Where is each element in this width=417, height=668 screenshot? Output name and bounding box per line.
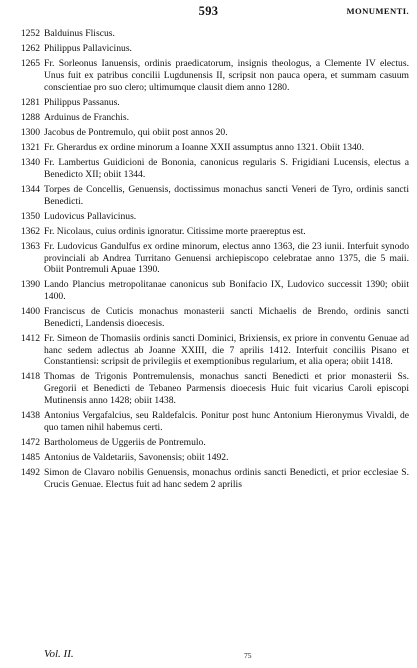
entry-year: 1281 (20, 96, 40, 108)
entry-year: 1262 (20, 43, 40, 55)
entry-text: Balduinus Fliscus. (44, 28, 115, 39)
entry-year: 1492 (20, 466, 40, 478)
entry-year: 1438 (20, 409, 40, 421)
list-item (0, 142, 417, 154)
entry-text: Franciscus de Cuticis monachus monasterii sancti Michaelis de Brendo, ordinis sancti Benedicti, Landensis dioecesis. (44, 306, 409, 329)
list-item (0, 127, 417, 139)
page-number: 593 (198, 4, 219, 18)
entry-year: 1363 (20, 240, 40, 252)
list-item (0, 112, 417, 124)
list-item (0, 467, 417, 490)
list-item (0, 226, 417, 238)
entry-text: Fr. Nicolaus, cuius ordinis ignoratur. Citissime morte praereptus est. (44, 225, 306, 237)
entry-text: Jacobus de Pontremulo, qui obiit post annos 20. (44, 126, 228, 138)
entry-year: 1340 (20, 157, 40, 169)
list-item (0, 58, 417, 93)
entry-text: Philippus Pallavicinus. (44, 43, 132, 55)
list-item (0, 333, 417, 368)
entry-year: 1418 (20, 371, 40, 383)
entry-text: Fr. Sorleonus Ianuensis, ordinis praedicatorum, insignis theologus, a Clemente IV electus. Unus fuit ex patribus concilii Lugdunensis II, scripsit non pauca opera, et summam casuum conscientiae pro suo clero; ultimumque clausit diem anno 1280. (44, 58, 409, 93)
entry-text: Fr. Lambertus Guidicioni de Bononia, canonicus regularis S. Frigidiani Lucensis, electus a Benedicto XII; obiit 1344. (44, 157, 409, 180)
entry-year: 1265 (20, 58, 40, 70)
entry-list (0, 28, 417, 494)
entry-year: 1412 (20, 332, 40, 344)
list-item (0, 97, 417, 109)
entry-year: 1288 (20, 111, 40, 123)
entry-year: 1472 (20, 436, 40, 448)
entry-text: Antonius de Valdetariis, Savonensis; obiit 1492. (44, 451, 229, 463)
list-item (0, 28, 417, 40)
entry-text: Thomas de Trigonis Pontremulensis, monachus sancti Benedicti et prior monasterii Ss. Gregorii et Benedicti de Tebaneo Parmensis dioecesis Huic fuit vicarius Caroli episcopi Mutinensis anno 1428; obiit 1438. (44, 371, 409, 406)
list-item (0, 43, 417, 55)
entry-year: 1321 (20, 141, 40, 153)
entry-year: 1400 (20, 306, 40, 318)
entry-text: Fr. Ludovicus Gandulfus ex ordine minorum, electus anno 1363, die 23 iunii. Interfuit synodo provinciali ab Andrea Turritano Genuensi archiepiscopo celebratae anno 1375, die 5 maii. Obiit Pontremuli Apuae 1390. (44, 240, 409, 276)
list-item (0, 211, 417, 223)
list-item (0, 410, 417, 433)
entry-year: 1390 (20, 279, 40, 291)
entry-text: Bartholomeus de Uggeriis de Pontremulo. (44, 436, 206, 448)
entry-year: 1252 (20, 28, 40, 39)
list-item (0, 241, 417, 276)
entry-text: Ludovicus Pallavicinus. (44, 210, 137, 222)
entry-year: 1350 (20, 210, 40, 222)
list-item (0, 306, 417, 329)
entry-text: Simon de Clavaro nobilis Genuensis, monachus ordinis sancti Benedicti, et prior ecclesiae S. Crucis Genuae. Electus fuit ad hanc sedem 2 aprilis (44, 466, 409, 490)
entry-text: Torpes de Concellis, Genuensis, doctissimus monachus sancti Veneri de Tyro, ordinis sancti Benedicti. (44, 183, 409, 207)
entry-text: Fr. Gherardus ex ordine minorum a Ioanne XXII assumptus anno 1321. Obiit 1340. (44, 141, 365, 153)
list-item (0, 437, 417, 449)
list-item (0, 157, 417, 180)
entry-year: 1344 (20, 183, 40, 195)
volume-label: Vol. II. (44, 648, 74, 660)
signature-mark: 75 (244, 651, 252, 660)
entry-year: 1362 (20, 225, 40, 237)
entry-text: Fr. Simeon de Thomasiis ordinis sancti Dominici, Brixiensis, ex priore in conventu Genuae ad hanc sedem adlectus ab Joanne XXIII, die 7 aprilis 1412. Interfuit conciliis Pisano et Constantiensi: scripsit de privilegiis et exemptionibus regularium, et alia opera; obiit 1418. (44, 332, 409, 368)
entry-year: 1300 (20, 126, 40, 138)
entry-text: Lando Plancius metropolitanae canonicus sub Bonifacio IX, Ludovico successit 1390; obiit 1400. (44, 279, 409, 303)
list-item (0, 279, 417, 302)
entry-text: Philippus Passanus. (44, 96, 120, 108)
list-item (0, 184, 417, 207)
entry-text: Antonius Vergafalcius, seu Raldefalcis. Ponitur post hunc Antonium Hieronymus Vivaldi, de quo tamen nihil habemus certi. (44, 409, 409, 433)
list-item (0, 452, 417, 464)
running-head: MONUMENTI. (346, 6, 409, 16)
entry-year: 1485 (20, 451, 40, 463)
entry-text: Arduinus de Franchis. (44, 111, 129, 123)
list-item (0, 371, 417, 406)
